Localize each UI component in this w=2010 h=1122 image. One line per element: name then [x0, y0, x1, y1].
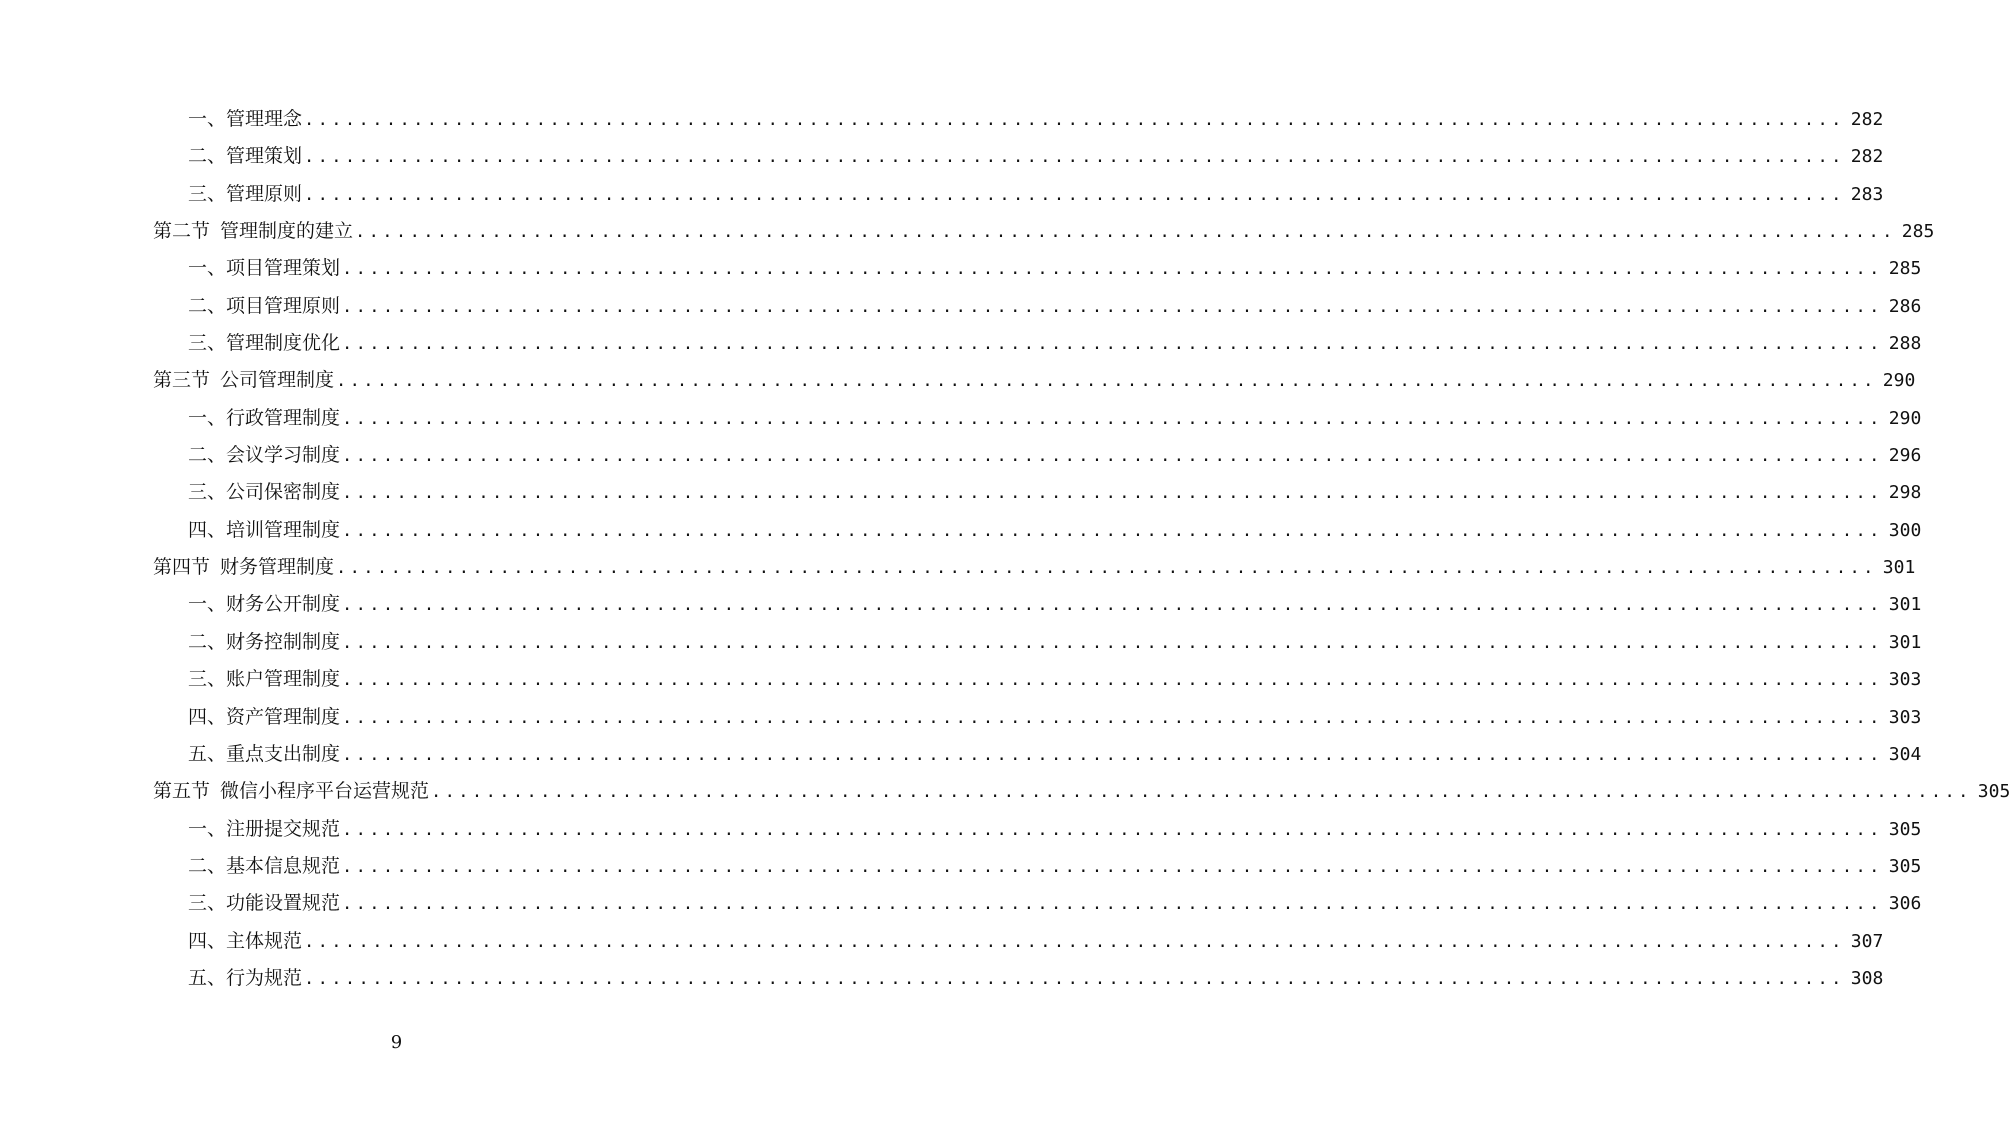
toc-entry-line	[188, 586, 1922, 624]
toc-entry-title: 三、管理制度优化	[188, 332, 341, 355]
toc-dot-leader: .................................................................................................................	[304, 184, 1845, 205]
toc-page-number: 305	[1888, 855, 1922, 877]
toc-entry-title: 五、行为规范	[188, 966, 303, 989]
toc-entry-line	[188, 811, 1922, 849]
toc-entry-line	[188, 736, 1922, 774]
toc-entry-2[interactable]	[0, 176, 1884, 213]
toc-entry-label	[188, 325, 340, 362]
toc-entry-label	[188, 586, 340, 623]
toc-entry-title: 五、重点支出制度	[188, 742, 341, 765]
toc-entry-label	[188, 960, 302, 997]
toc-entry-title: 微信小程序平台运营规范	[220, 780, 430, 803]
toc-page-number: 303	[1888, 669, 1922, 691]
toc-page-number: 307	[1850, 930, 1884, 952]
toc-entry-line	[188, 437, 1922, 475]
toc-entry-title: 三、功能设置规范	[188, 892, 341, 915]
toc-dot-leader: .................................................................................................................	[342, 819, 1883, 840]
toc-entry-label	[188, 811, 340, 848]
toc-entry-label	[188, 661, 340, 698]
toc-entry-22[interactable]	[0, 923, 1884, 960]
toc-entry-label	[188, 512, 340, 549]
toc-section-number: 第四节	[153, 556, 211, 579]
toc-entry-label	[188, 923, 302, 960]
toc-entry-label	[188, 250, 340, 287]
toc-page-number: 285	[1901, 221, 1935, 243]
toc-entry-line	[188, 512, 1922, 550]
toc-page-number: 286	[1888, 295, 1922, 317]
toc-entry-title: 一、项目管理策划	[188, 257, 341, 280]
toc-entry-line	[188, 400, 1922, 438]
toc-entry-label	[188, 400, 340, 437]
toc-entry-line	[188, 138, 1884, 176]
toc-entry-label	[188, 885, 340, 922]
toc-entry-title: 三、账户管理制度	[188, 668, 341, 691]
toc-entry-title: 公司管理制度	[220, 369, 335, 392]
toc-entry-label	[188, 138, 302, 175]
toc-dot-leader: .................................................................................................................	[342, 483, 1883, 504]
toc-entry-title: 二、管理策划	[188, 145, 303, 168]
toc-page-number: 304	[1888, 743, 1922, 765]
toc-entry-label	[188, 437, 340, 474]
toc-entry-0[interactable]	[0, 101, 1884, 138]
toc-page-number: 303	[1888, 706, 1922, 728]
toc-entry-line	[153, 213, 1935, 251]
toc-page-number: 290	[1888, 407, 1922, 429]
toc-page-number: 296	[1888, 445, 1922, 467]
toc-page-number: 301	[1882, 557, 1916, 579]
toc-entry-1[interactable]	[0, 138, 1884, 175]
toc-entry-11[interactable]	[0, 512, 1922, 549]
toc-entry-line	[188, 288, 1922, 326]
toc-entry-label	[188, 848, 340, 885]
toc-dot-leader: .................................................................................................................	[304, 968, 1845, 989]
toc-entry-title: 一、财务公开制度	[188, 593, 341, 616]
toc-entry-line	[153, 549, 1916, 587]
toc-entry-17[interactable]	[0, 736, 1922, 773]
toc-page-number: 285	[1888, 258, 1922, 280]
toc-dot-leader: .................................................................................................................	[342, 670, 1883, 691]
toc-page-number: 282	[1850, 109, 1884, 130]
toc-dot-leader: .................................................................................................................	[304, 110, 1845, 130]
toc-entry-5[interactable]	[0, 288, 1922, 325]
toc-entry-line	[188, 325, 1922, 363]
toc-entry-line	[188, 624, 1922, 662]
toc-entry-title: 三、管理原则	[188, 182, 303, 205]
toc-entry-title: 管理制度的建立	[220, 220, 354, 243]
toc-page-number: 305	[1888, 818, 1922, 840]
toc-entry-line	[153, 773, 2010, 811]
toc-entry-4[interactable]	[0, 250, 1922, 287]
toc-entry-15[interactable]	[0, 661, 1922, 698]
toc-page-number: 300	[1888, 519, 1922, 541]
page-footer-number: 9	[390, 1032, 403, 1053]
toc-dot-leader: .................................................................................................................	[342, 856, 1883, 877]
toc-entry-18[interactable]	[0, 773, 2010, 810]
toc-entry-title: 二、基本信息规范	[188, 854, 341, 877]
toc-entry-14[interactable]	[0, 624, 1922, 661]
toc-entry-line	[188, 923, 1884, 961]
toc-entry-label	[153, 213, 353, 250]
toc-entry-line	[188, 474, 1922, 512]
toc-dot-leader: .................................................................................................................	[342, 446, 1883, 467]
toc-dot-leader: .................................................................................................................	[342, 595, 1883, 616]
toc-entry-label	[188, 101, 302, 138]
toc-entry-title: 四、培训管理制度	[188, 518, 341, 541]
toc-page-number: 308	[1850, 967, 1884, 989]
toc-entry-title: 二、会议学习制度	[188, 444, 341, 467]
toc-section-number: 第五节	[153, 780, 211, 803]
toc-dot-leader: .................................................................................................................	[342, 894, 1883, 915]
toc-section-number: 第二节	[153, 220, 211, 243]
toc-entry-19[interactable]	[0, 811, 1922, 848]
toc-dot-leader: .................................................................................................................	[342, 744, 1883, 765]
toc-page-number: 298	[1888, 482, 1922, 504]
toc-entry-6[interactable]	[0, 325, 1922, 362]
toc-dot-leader: .................................................................................................................	[342, 707, 1883, 728]
toc-entry-line	[188, 176, 1884, 214]
toc-page-number: 283	[1850, 183, 1884, 205]
toc-entry-line	[188, 885, 1922, 923]
toc-entry-10[interactable]	[0, 474, 1922, 511]
toc-entry-title: 财务管理制度	[220, 556, 335, 579]
toc-dot-leader: .................................................................................................................	[342, 334, 1883, 355]
toc-dot-leader: .................................................................................................................	[342, 296, 1883, 317]
toc-page-number: 305	[1977, 781, 2010, 803]
toc-entry-9[interactable]	[0, 437, 1922, 474]
toc-entry-title: 二、财务控制制度	[188, 630, 341, 653]
toc-section-number: 第三节	[153, 369, 211, 392]
toc-entry-line	[188, 250, 1922, 288]
toc-entry-title: 四、资产管理制度	[188, 705, 341, 728]
toc-entry-title: 二、项目管理原则	[188, 294, 341, 317]
toc-entry-label	[188, 624, 340, 661]
toc-entry-line	[153, 362, 1916, 400]
toc-entry-title: 四、主体规范	[188, 929, 303, 952]
table-of-contents	[0, 101, 2010, 997]
toc-entry-23[interactable]	[0, 960, 1884, 997]
toc-dot-leader: .................................................................................................................	[342, 520, 1883, 541]
toc-entry-label	[153, 773, 429, 810]
toc-entry-line	[188, 661, 1922, 699]
toc-dot-leader: .................................................................................................................	[304, 931, 1845, 952]
toc-entry-title: 三、公司保密制度	[188, 481, 341, 504]
toc-entry-label	[153, 362, 334, 399]
toc-entry-13[interactable]	[0, 586, 1922, 623]
toc-entry-21[interactable]	[0, 885, 1922, 922]
toc-entry-label	[188, 474, 340, 511]
toc-entry-label	[188, 288, 340, 325]
toc-dot-leader: .................................................................................................................	[336, 558, 1877, 579]
toc-entry-20[interactable]	[0, 848, 1922, 885]
toc-page-number: 290	[1882, 370, 1916, 392]
toc-entry-label	[188, 176, 302, 213]
toc-entry-3[interactable]	[0, 213, 1935, 250]
toc-entry-label	[188, 699, 340, 736]
toc-entry-16[interactable]	[0, 699, 1922, 736]
toc-entry-line	[188, 848, 1922, 886]
toc-entry-12[interactable]	[0, 549, 1916, 586]
toc-page-number: 301	[1888, 594, 1922, 616]
toc-entry-line	[188, 699, 1922, 737]
toc-page-number: 288	[1888, 333, 1922, 355]
toc-dot-leader: .................................................................................................................	[342, 632, 1883, 653]
toc-entry-label	[153, 549, 334, 586]
toc-entry-title: 一、行政管理制度	[188, 406, 341, 429]
toc-page-number: 282	[1850, 146, 1884, 168]
toc-entry-label	[188, 736, 340, 773]
toc-dot-leader: .................................................................................................................	[342, 408, 1883, 429]
toc-dot-leader: .................................................................................................................	[431, 782, 1972, 803]
toc-page-number: 306	[1888, 893, 1922, 915]
toc-entry-title: 一、注册提交规范	[188, 817, 341, 840]
toc-dot-leader: .................................................................................................................	[336, 371, 1877, 392]
toc-entry-8[interactable]	[0, 400, 1922, 437]
toc-entry-7[interactable]	[0, 362, 1916, 399]
toc-entry-line	[188, 960, 1884, 998]
toc-page-number: 301	[1888, 631, 1922, 653]
toc-dot-leader: .................................................................................................................	[304, 147, 1845, 168]
toc-entry-line	[188, 101, 1884, 139]
toc-dot-leader: .................................................................................................................	[342, 259, 1883, 280]
toc-entry-title: 一、管理理念	[188, 108, 303, 130]
toc-dot-leader: .................................................................................................................	[355, 222, 1896, 243]
